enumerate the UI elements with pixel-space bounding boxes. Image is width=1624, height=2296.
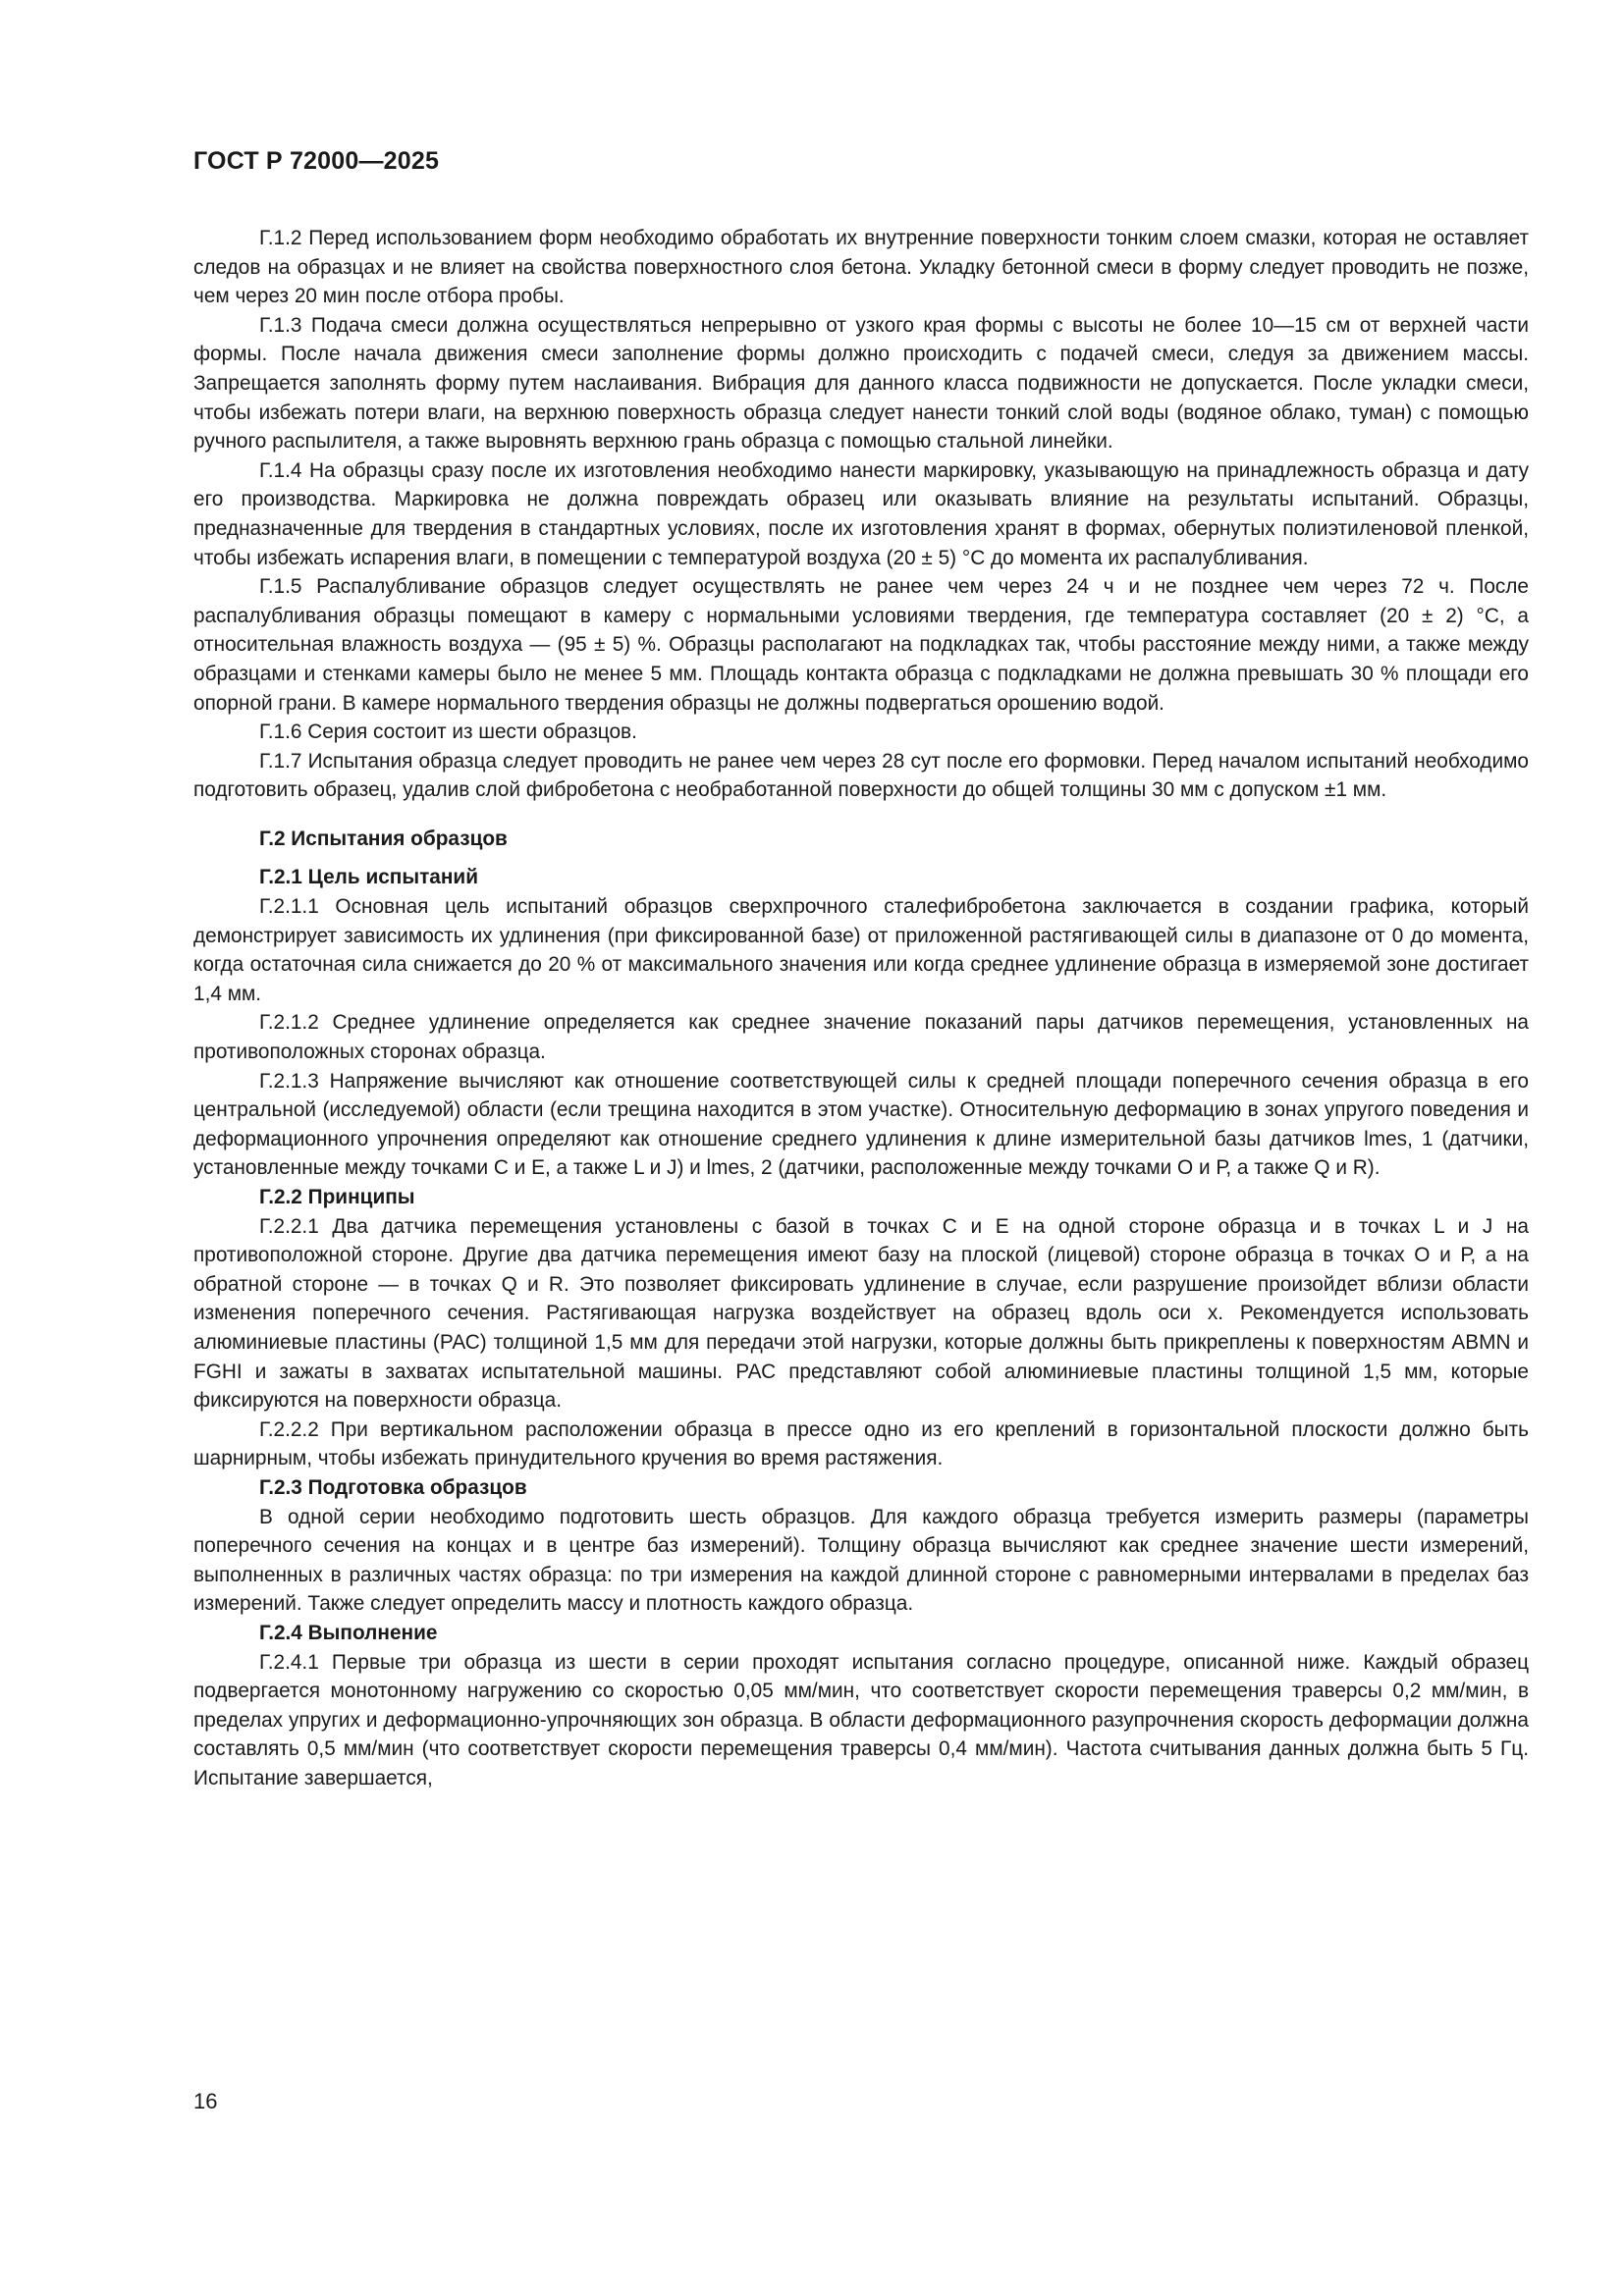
paragraph-g1-6: Г.1.6 Серия состоит из шести образцов. [259, 721, 637, 744]
paragraph-g2-2-1: Г.2.2.1 Два датчика перемещения установлены с базой в точках С и Е на одной стороне образца и в точках L и J на противоположной стороне. Другие два датчика перемещения имеют базу на плоской (лицевой) стороне образца в точках О и Р, а на обратной стороне — в точках Q и R. Это позволяет фиксировать удлинение в случае, если разрушение произойдет вблизи области изменения поперечного сечения. Растягивающая нагрузка воздействует на образец вдоль оси x. Рекомендуется использовать алюминиевые пластины (РАС) толщиной 1,5 мм для передачи этой нагрузки, которые должны быть прикреплены к поверхностям ABMN и FGHI и зажаты в захватах испытательной машины. РАС представляют собой алюминиевые пластины толщиной 1,5 мм, которые фиксируются на поверхности образца. [193, 1214, 1529, 1413]
subsection-heading-g2-4: Г.2.4 Выполнение [259, 1621, 438, 1644]
subsection-heading-g2-3: Г.2.3 Подготовка образцов [259, 1475, 527, 1499]
document-body [193, 224, 1529, 1792]
subsection-heading-g2-1: Г.2.1 Цель испытаний [259, 866, 478, 889]
paragraph-g2-1-3: Г.2.1.3 Напряжение вычисляют как отношение соответствующей силы к средней площади поперечного сечения образца в его центральной (исследуемой) области (если трещина находится в этом участке). Относительную деформацию в зонах упругого поведения и деформационного упрочнения определяют как отношение среднего удлинения к длине измерительной базы датчиков lmes, 1 (датчики, установленные между точками С и Е, а также L и J) и lmes, 2 (датчики, расположенные между точками О и Р, а также Q и R). [193, 1069, 1529, 1180]
paragraph-g2-1-1: Г.2.1.1 Основная цель испытаний образцов сверхпрочного сталефибробетона заключается в создании графика, который демонстрирует зависимость их удлинения (при фиксированной базе) от приложенной растягивающей силы в диапазоне от 0 до момента, когда остаточная сила снижается до 20 % от максимального значения или когда среднее удлинение образца в измеряемой зоне достигает 1,4 мм. [193, 895, 1529, 1005]
paragraph-g2-4-1: Г.2.4.1 Первые три образца из шести в серии проходят испытания согласно процедуре, описанной ниже. Каждый образец подвергается монотонному нагружению со скоростью 0,05 мм/мин, что соответствует скорости перемещения траверсы 0,2 мм/мин, в пределах упругих и деформационно-упрочняющих зон образца. В области деформационного разупрочнения скорость деформации должна составлять 0,5 мм/мин (что соответствует скорости перемещения траверсы 0,4 мм/мин). Частота считывания данных должна быть 5 Гц. Испытание завершается, [193, 1650, 1529, 1789]
paragraph-g1-2: Г.1.2 Перед использованием форм необходимо обработать их внутренние поверхности тонким слоем смазки, которая не оставляет следов на образцах и не влияет на свойства поверхностного слоя бетона. Укладку бетонной смеси в форму следует проводить не позже, чем через 20 мин после отбора пробы. [193, 227, 1529, 308]
paragraph-g2-2-2: Г.2.2.2 При вертикальном расположении образца в прессе одно из его креплений в горизонтальной плоскости должно быть шарнирным, чтобы избежать принудительного кручения во время растяжения. [193, 1417, 1529, 1470]
subsection-heading-g2-2: Г.2.2 Принципы [259, 1186, 415, 1208]
paragraph-g1-4: Г.1.4 На образцы сразу после их изготовления необходимо нанести маркировку, указывающую на принадлежность образца и дату его производства. Маркировка не должна повреждать образец или оказывать влияние на результаты испытаний. Образцы, предназначенные для твердения в стандартных условиях, после их изготовления хранят в формах, обернутых полиэтиленовой пленкой, чтобы избежать испарения влаги, в помещении с температурой воздуха (20 ± 5) °С до момента их распалубливания. [193, 458, 1529, 569]
paragraph-g1-3: Г.1.3 Подача смеси должна осуществляться непрерывно от узкого края формы с высоты не более 10—15 см от верхней части формы. После начала движения смеси заполнение формы должно происходить с подачей смеси, следуя за движением массы. Запрещается заполнять форму путем наслаивания. Вибрация для данного класса подвижности не допускается. После укладки смеси, чтобы избежать потери влаги, на верхнюю поверхность образца следует нанести тонкий слой воды (водяное облако, туман) с помощью ручного распылителя, а также выровнять верхнюю грань образца с помощью стальной линейки. [193, 313, 1529, 454]
paragraph-g2-1-2: Г.2.1.2 Среднее удлинение определяется как среднее значение показаний пары датчиков перемещения, установленных на противоположных сторонах образца. [193, 1011, 1529, 1064]
section-heading-g2: Г.2 Испытания образцов [259, 827, 508, 850]
paragraph-g2-3: В одной серии необходимо подготовить шесть образцов. Для каждого образца требуется измерить размеры (параметры поперечного сечения на концах и в центре баз измерений). Толщину образца вычисляют как среднее значение шести измерений, выполненных в различных частях образца: по три измерения на каждой длинной стороне с равномерными интервалами в пределах баз измерений. Также следует определить массу и плотность каждого образца. [193, 1505, 1529, 1616]
page-number: 16 [193, 2089, 218, 2113]
paragraph-g1-7: Г.1.7 Испытания образца следует проводить не ранее чем через 28 сут после его формовки. Перед началом испытаний необходимо подготовить образец, удалив слой фибробетона с необработанной поверхности до общей толщины 30 мм с допуском ±1 мм. [193, 749, 1529, 802]
document-code-header: ГОСТ Р 72000—2025 [193, 147, 440, 175]
paragraph-g1-5: Г.1.5 Распалубливание образцов следует осуществлять не ранее чем через 24 ч и не позднее чем через 72 ч. После распалубливания образцы помещают в камеру с нормальными условиями твердения, где температура составляет (20 ± 2) °С, а относительная влажность воздуха — (95 ± 5) %. Образцы располагают на подкладках так, чтобы расстояние между ними, а также между образцами и стенками камеры было не менее 5 мм. Площадь контакта образца с подкладками не должна превышать 30 % площади его опорной грани. В камере нормального твердения образцы не должны подвергаться орошению водой. [193, 575, 1529, 715]
